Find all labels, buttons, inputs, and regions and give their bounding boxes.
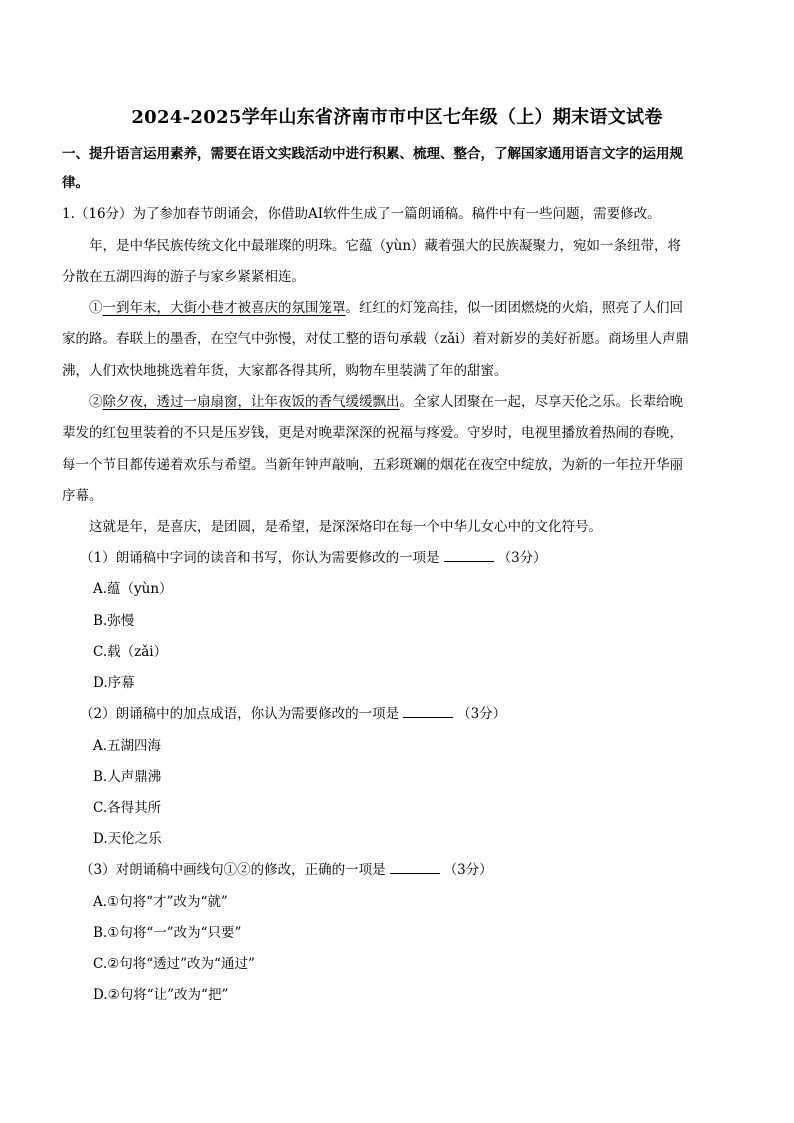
subquestion-2 [80, 705, 506, 723]
passage-paragraph-3-line4: 序幕。 [62, 488, 103, 504]
underlined-sentence-2: 除夕夜，透过一扇扇窗，让年夜饭的香气缓缓飘出 [102, 394, 400, 410]
subquestion-3-stem: （3）对朗诵稿中画线句①②的修改，正确的一项是 [80, 862, 386, 878]
option-3b: B.①句将“一”改为“只要” [93, 925, 242, 941]
passage-paragraph-2-line3: 沸，人们欢快地挑选着年货，大家都各得其所，购物车里装满了年的甜蜜。 [62, 363, 508, 379]
option-1c: C.载（zǎi） [93, 644, 168, 660]
subquestion-1-stem: （1）朗诵稿中字词的读音和书写，你认为需要修改的一项是 [80, 550, 440, 566]
option-2d: D.天伦之乐 [93, 831, 162, 847]
option-2c: C.各得其所 [93, 800, 162, 816]
paragraph-3-line1-rest: 。全家人团聚在一起，尽享天伦之乐。长辈给晚 [399, 394, 683, 410]
section-heading-line2: 律。 [62, 175, 89, 191]
answer-blank-1[interactable] [444, 549, 494, 562]
page-title: 2024-2025学年山东省济南市市中区七年级（上）期末语文试卷 [131, 107, 663, 128]
option-3c: C.②句将“透过”改为“通过” [93, 956, 255, 972]
section-heading-line1: 一、提升语言运用素养，需要在语文实践活动中进行积累、梳理、整合，了解国家通用语言文字的运用规 [62, 146, 683, 162]
passage-paragraph-3-line1 [89, 393, 683, 411]
subquestion-1-score: （3分） [497, 550, 547, 566]
underlined-sentence-1: 一到年末，大街小巷才被喜庆的氛围笼罩 [102, 300, 346, 316]
option-2a: A.五湖四海 [93, 738, 162, 754]
option-2b: B.人声鼎沸 [93, 769, 162, 785]
option-1d: D.序幕 [93, 675, 135, 691]
subquestion-3-score: （3分） [443, 862, 493, 878]
question-1-stem: 1.（16分）为了参加春节朗诵会，你借助AI软件生成了一篇朗诵稿。稿件中有一些问题，需要修改。 [62, 206, 661, 222]
answer-blank-3[interactable] [390, 861, 440, 874]
option-1a: A.蕴（yùn） [93, 581, 173, 597]
passage-paragraph-4: 这就是年，是喜庆，是团圆，是希望，是深深烙印在每一个中华儿女心中的文化符号。 [89, 519, 602, 535]
option-1b: B.弥慢 [93, 613, 135, 629]
paragraph-2-line1-rest: 。红红的灯笼高挂，似一团团燃烧的火焰，照亮了人们回 [345, 300, 683, 316]
passage-paragraph-3-line3: 每一个节目都传递着欢乐与希望。当新年钟声敲响，五彩斑斓的烟花在夜空中绽放，为新的一年拉开华丽 [62, 457, 683, 473]
subquestion-3 [80, 861, 493, 879]
option-3a: A.①句将“才”改为“就” [93, 894, 228, 910]
sentence-marker-2: ② [89, 394, 103, 410]
subquestion-2-score: （3分） [457, 706, 507, 722]
passage-paragraph-1-line2: 分散在五湖四海的游子与家乡紧紧相连。 [62, 269, 305, 285]
passage-paragraph-2-line1 [89, 299, 683, 317]
subquestion-1 [80, 549, 547, 567]
answer-blank-2[interactable] [403, 705, 453, 718]
option-3d: D.②句将“让”改为“把” [93, 987, 229, 1003]
sentence-marker-1: ① [89, 300, 103, 316]
subquestion-2-stem: （2）朗诵稿中的加点成语，你认为需要修改的一项是 [80, 706, 400, 722]
passage-paragraph-2-line2: 家的路。春联上的墨香，在空气中弥慢，对仗工整的语句承载（zǎi）着对新岁的美好祈愿。商场里人声鼎 [62, 331, 689, 347]
passage-paragraph-1-line1: 年，是中华民族传统文化中最璀璨的明珠。它蕴（yùn）藏着强大的民族凝聚力，宛如一条纽带，将 [89, 238, 682, 254]
passage-paragraph-3-line2: 辈发的红包里装着的不只是压岁钱，更是对晚辈深深的祝福与疼爱。守岁时，电视里播放着热闹的春晚， [62, 425, 683, 441]
